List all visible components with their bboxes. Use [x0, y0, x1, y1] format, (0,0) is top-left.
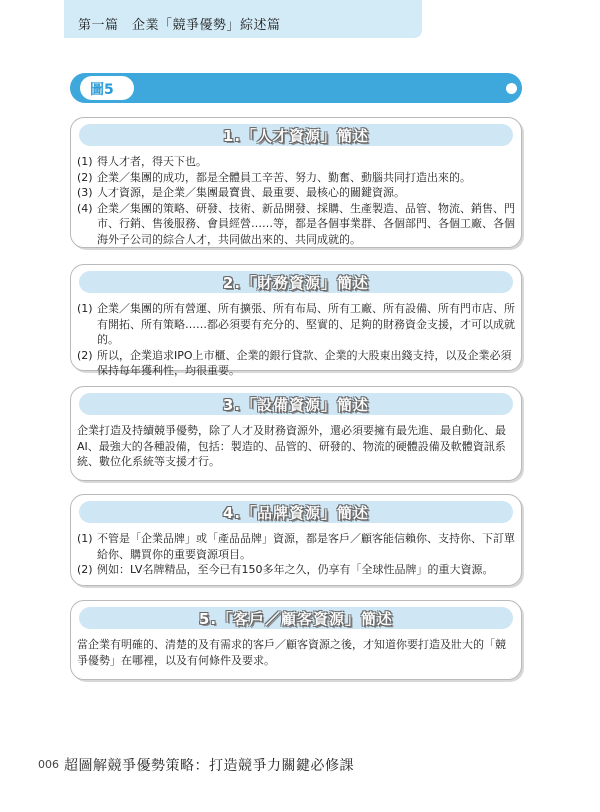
item-text: 企業／集團的所有營運、所有擴張、所有布局、所有工廠、所有設備、所有門市店、所有開拓、所有策略……都必須要有充分的、堅實的、足夠的財務資金支援，才可以成就的。: [97, 302, 515, 346]
section-title-bar: [79, 124, 513, 146]
list-item: [77, 301, 515, 348]
item-number: (1): [77, 155, 93, 168]
list-item: [77, 348, 515, 379]
section-title: 5.「客戶／顧客資源」簡述: [198, 610, 394, 628]
section-box-equipment: [70, 386, 522, 481]
section-title: 4.「品牌資源」簡述: [222, 504, 370, 522]
item-text: 企業／集團的策略、研發、技術、新品開發、採購、生產製造、品管、物流、銷售、門市、行銷、售後服務、會員經營……等，都是各個事業群、各個部門、各個工廠、各個海外子公司的綜合人才，共同做出來的、共同成就的。: [97, 201, 515, 246]
section-title-bar: [79, 607, 513, 629]
section-content: [77, 301, 515, 379]
figure-bar-dot: [506, 83, 517, 94]
section-title: 1.「人才資源」簡述: [222, 127, 370, 145]
list-item: [77, 170, 515, 186]
list-item: [77, 531, 515, 562]
item-number: (1): [77, 302, 93, 315]
chapter-header: 第一篇 企業「競爭優勢」綜述篇: [78, 18, 281, 33]
section-title: 2.「財務資源」簡述: [222, 274, 370, 292]
book-title: 超圖解競爭優勢策略：打造競爭力關鍵必修課: [64, 758, 354, 774]
section-box-talent: [70, 117, 522, 248]
section-title-bar: [79, 501, 513, 523]
item-number: (3): [77, 186, 93, 199]
item-number: (2): [77, 563, 93, 576]
page-number: 006: [38, 758, 59, 771]
list-item: [77, 562, 515, 578]
section-content: [77, 637, 515, 668]
item-number: (4): [77, 201, 93, 215]
section-title-bar: [79, 271, 513, 293]
list-item: [77, 185, 515, 201]
section-content: [77, 423, 515, 470]
item-text: 得人才者，得天下也。: [97, 155, 207, 168]
section-box-customer: [70, 600, 522, 680]
figure-bar: [70, 73, 522, 103]
item-number: (1): [77, 532, 93, 545]
section-box-brand: [70, 494, 522, 586]
section-content: [77, 154, 515, 247]
section-box-finance: [70, 264, 522, 377]
item-text: 企業／集團的成功，都是全體員工辛苦、努力、勤奮、動腦共同打造出來的。: [97, 170, 471, 184]
item-text: 不管是「企業品牌」或「產品品牌」資源，都是客戶／顧客能信賴你、支持你、下訂單給你、購買你的重要資源項目。: [97, 532, 515, 561]
list-item: [77, 154, 515, 170]
section-title: 3.「設備資源」簡述: [222, 396, 370, 414]
figure-label: 圖5: [90, 82, 114, 98]
section-title-bar: [79, 393, 513, 415]
item-text: 例如：LV名牌精品，至今已有150多年之久，仍享有「全球性品牌」的重大資源。: [97, 563, 494, 576]
section-paragraph: 企業打造及持續競爭優勢，除了人才及財務資源外，還必須要擁有最先進、最自動化、最AI、最強大的各種設備，包括：製造的、品管的、研發的、物流的硬體設備及軟體資訊系統、數位化系統等支援才行。: [77, 424, 506, 468]
section-paragraph: 當企業有明確的、清楚的及有需求的客戶／顧客資源之後，才知道你要打造及壯大的「競爭優勢」在哪裡，以及有何條件及要求。: [77, 638, 506, 667]
item-text: 所以，企業追求IPO上市櫃、企業的銀行貸款、企業的大股東出錢支持，以及企業必須保持每年獲利性，均很重要。: [97, 348, 512, 377]
item-number: (2): [77, 170, 93, 184]
item-text: 人才資源，是企業／集團最寶貴、最重要、最核心的關鍵資源。: [97, 186, 405, 199]
section-content: [77, 531, 515, 578]
item-number: (2): [77, 348, 93, 362]
list-item: [77, 201, 515, 248]
